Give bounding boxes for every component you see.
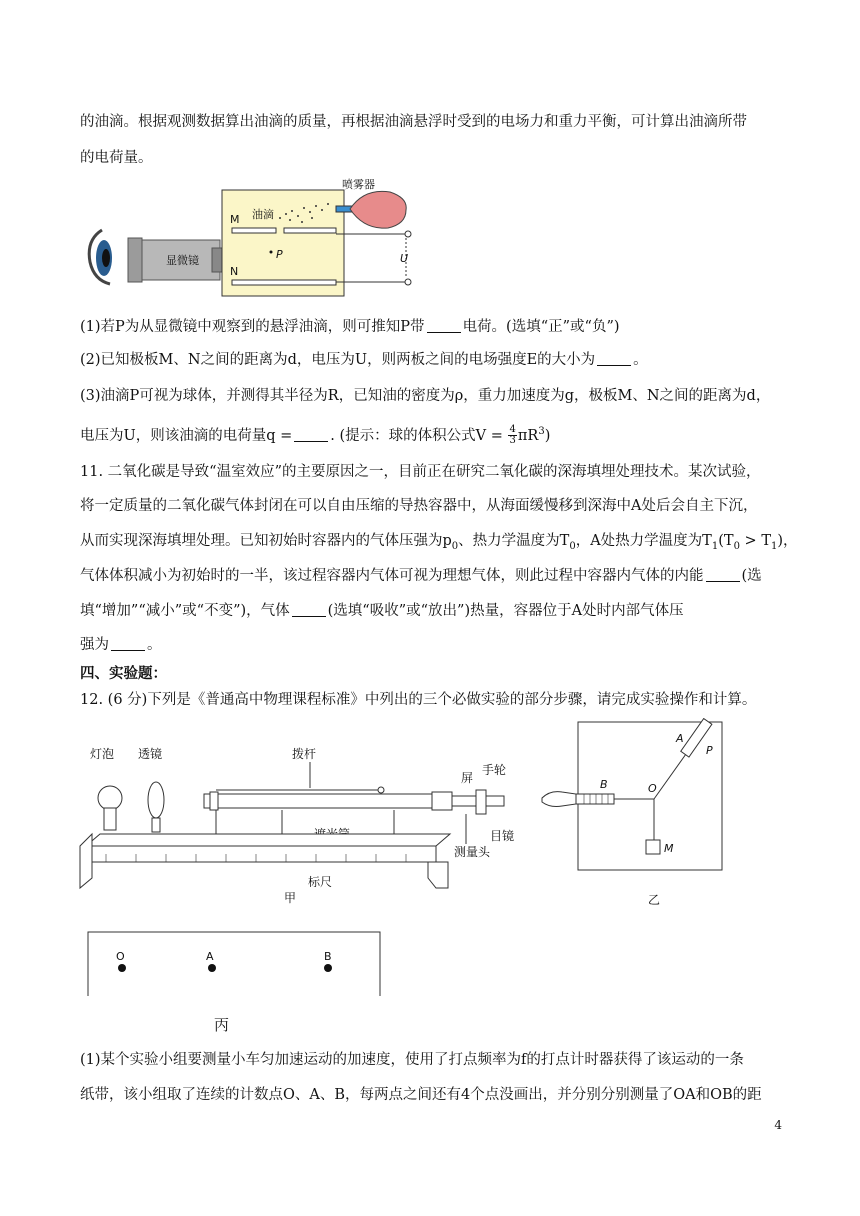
eyepiece-label: 目镜 (490, 829, 515, 843)
answer-blank[interactable] (427, 318, 461, 333)
tape-point-o (118, 964, 126, 972)
intro-line-1: 的油滴。根据观测数据算出油滴的质量，再根据油滴悬浮时受到的电场力和重力平衡，可计算出油滴所带 (80, 114, 747, 130)
millikan-apparatus-figure (80, 178, 440, 302)
label-o: O (648, 782, 657, 795)
answer-blank[interactable] (111, 636, 145, 651)
handwheel-label: 手轮 (482, 763, 507, 777)
tape-point-a-label: A (206, 950, 214, 963)
label-a: A (676, 732, 684, 745)
rod-label: 拨杆 (292, 747, 317, 761)
page-number: 4 (774, 1118, 782, 1132)
q10-part3-line1: (3)油滴P可视为球体，并测得其半径为R，已知油的密度为ρ，重力加速度为g，极板M、N之间的距离为d， (80, 388, 771, 404)
lens-label: 透镜 (138, 747, 163, 761)
tape-point-a (208, 964, 216, 972)
caption-bing: 丙 (214, 1016, 230, 1034)
screen-label: 屏 (461, 771, 474, 785)
answer-blank[interactable] (292, 602, 326, 617)
microscope-label: 显微镜 (166, 254, 199, 267)
tape-point-b (324, 964, 332, 972)
measure-head-label: 测量头 (454, 845, 491, 859)
section-title: 四、实验题： (80, 665, 167, 682)
voltage-label: U (400, 252, 409, 265)
oil-drop-label: 油滴 (252, 208, 274, 221)
microscope-tube (128, 238, 222, 282)
q10-part2: (2)已知极板M、N之间的距离为d，电压为U，则两板之间的电场强度E的大小为 。 (80, 352, 648, 368)
tape-point-o-label: O (116, 950, 125, 963)
fraction: $\frac{4}{3}$ (509, 424, 516, 447)
ruler-label: 标尺 (308, 875, 333, 889)
q11-line3: 从而实现深海填埋处理。已知初始时容器内的气体压强为$p_0$、热力学温度为$T_0$，A处热力学温度为$T_1(T_0 > T_1)$， (80, 533, 798, 552)
plate-m-label: M (230, 213, 240, 226)
intro-line-2: 的电荷量。 (80, 150, 153, 166)
point-p-label: P (276, 248, 283, 261)
tape-point-b-label: B (324, 950, 332, 963)
bulb-label: 灯泡 (90, 747, 115, 761)
label-b: B (600, 778, 608, 791)
q11-line4: 气体体积减小为初始时的一半，该过程容器内气体可视为理想气体，则此过程中容器内气体的内能 (选 (80, 568, 762, 584)
sprayer-label: 喷雾器 (342, 178, 375, 191)
caption-jia: 甲 (284, 891, 297, 905)
figure-jia-interference (76, 738, 546, 910)
eye-icon (89, 230, 112, 284)
q11-line5: 填“增加”“减小”或“不变”)，气体 (选填“吸收”或“放出”)热量，容器位于A处时内部气体压 (80, 603, 684, 619)
figure-yi-forces (540, 718, 730, 918)
q12-part1-line1: (1)某个实验小组要测量小车匀加速运动的加速度，使用了打点频率为f的打点计时器获得了该运动的一条 (80, 1052, 744, 1068)
q11-line1: 11. 二氧化碳是导致“温室效应”的主要原因之一，目前正在研究二氧化碳的深海填埋处理技术。某次试验， (80, 464, 761, 480)
q10-part1: (1)若P为从显微镜中观察到的悬浮油滴，则可推知P带 电荷。(选填“正”或“负”) (80, 319, 620, 335)
figure-bing-tape (84, 930, 384, 1042)
q12-intro: 12. (6 分)下列是《普通高中物理课程标准》中列出的三个必做实验的部分步骤，请完成实验操作和计算。 (80, 692, 757, 708)
q10-part3-line2: 电压为U，则该油滴的电荷量q = . (提示：球的体积公式V = $\frac{4}{3}$ $\pi R^3$) (80, 424, 551, 447)
q11-line6: 强为 。 (80, 637, 162, 653)
answer-blank[interactable] (597, 351, 631, 366)
answer-blank[interactable] (294, 427, 328, 442)
q11-line2: 将一定质量的二氧化碳气体封闭在可以自由压缩的导热容器中，从海面缓慢移到深海中A处后会自主下沉， (80, 498, 758, 514)
label-m: M (664, 842, 674, 855)
answer-blank[interactable] (706, 567, 740, 582)
plate-n-label: N (230, 265, 239, 278)
hand-icon (542, 792, 576, 807)
q12-part1-line2: 纸带，该小组取了连续的计数点O、A、B，每两点之间还有4个点没画出，并分别分别测量了OA和OB的距 (80, 1087, 762, 1103)
caption-yi: 乙 (648, 893, 661, 907)
label-p: P (706, 744, 713, 757)
